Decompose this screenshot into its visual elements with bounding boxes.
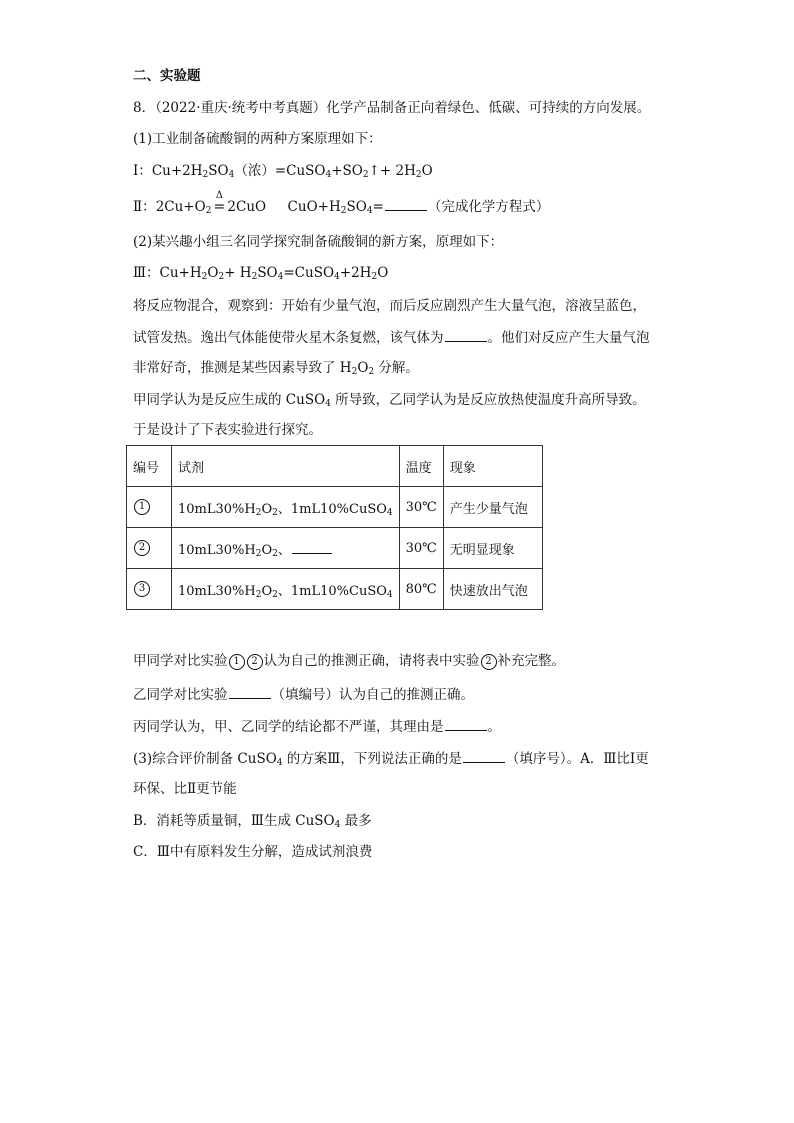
phenomenon-cell: 产生少量气泡 (443, 487, 542, 528)
hypothesis-text: 甲同学认为是反应生成的 (133, 392, 282, 408)
jia-comparison-line (133, 651, 565, 671)
header-cell-temperature: 温度 (399, 446, 443, 487)
answer-blank-equation[interactable] (385, 196, 427, 211)
circled-number: 1 (134, 499, 150, 515)
reason-text: 。 (487, 719, 501, 735)
hypothesis-text: 所导致，乙同学认为是反应放热使温度升高所导致。 (335, 392, 646, 408)
option-b: B．消耗等质量铜，Ⅲ生成 CuSO$_4$ 最多 (133, 813, 372, 830)
circled-number: 2 (134, 540, 150, 556)
yi-comparison-line (133, 684, 474, 705)
temperature-cell: 80℃ (399, 569, 443, 610)
equation-scheme-3: Ⅲ：$Cu+H_2O_2+$ $H_2SO_4=CuSO_4+2H_2O$ (133, 265, 389, 282)
bing-reason-line (133, 716, 501, 737)
part3-text: （填序号）。A．Ⅲ比Ⅰ更 (505, 751, 649, 767)
comparison-text: （填编号）认为自己的推测正确。 (271, 687, 474, 703)
table-row (127, 569, 543, 610)
header-cell-reagent: 试剂 (172, 446, 400, 487)
answer-blank-experiment-number[interactable] (229, 684, 271, 699)
question-8-stem (133, 98, 650, 118)
circled-number: 2 (481, 654, 497, 670)
scheme-2-instruction: （完成化学方程式） (427, 199, 550, 215)
question-stem-text: 化学产品制备正向着绿色、低碳、可持续的方向发展。 (326, 100, 651, 116)
design-line: 于是设计了下表实验进行探究。 (133, 422, 322, 438)
phenomenon-cell: 无明显现象 (443, 528, 542, 569)
section-title: 二、实验题 (133, 68, 201, 84)
header-cell-number: 编号 (127, 446, 172, 487)
reagent-cell: $10mL30\%H_2O_2$、1mL10%CuSO$_4$ (172, 487, 400, 528)
answer-blank-choice[interactable] (463, 748, 505, 763)
observation-text: 分解。 (378, 360, 419, 376)
observation-text: 。他们对反应产生大量气泡 (487, 330, 650, 346)
reason-text: 丙同学认为，甲、乙同学的结论都不严谨，其理由是 (133, 719, 444, 735)
part3-line-1: (3)综合评价制备 CuSO$_4$ 的方案Ⅲ，下列说法正确的是 （填序号）。A．Ⅲ比Ⅰ更 (133, 748, 649, 769)
row-number-cell (127, 528, 172, 569)
temperature-cell: 30℃ (399, 528, 443, 569)
part3-text: (3)综合评价制备 (133, 751, 234, 767)
answer-blank-reason[interactable] (445, 716, 487, 731)
part3-line-2: 环保、比Ⅱ更节能 (133, 781, 237, 797)
option-c: C．Ⅲ中有原料发生分解，造成试剂浪费 (133, 844, 373, 860)
table-header-row (127, 446, 543, 487)
heat-equals-sign: Δ = (213, 190, 226, 215)
circled-number: 2 (247, 654, 263, 670)
part2-intro: (2)某兴趣小组三名同学探究制备硫酸铜的新方案，原理如下： (133, 234, 504, 250)
reagent-cell: $10mL30\%H_2O_2$、 (172, 528, 400, 569)
row-number-cell (127, 487, 172, 528)
comparison-text: 补充完整。 (497, 653, 565, 669)
equation-scheme-2: Ⅱ：$2Cu+O_2$ Δ = 2CuO $CuO+H_2SO_4=$ （完成化学方程式） (133, 190, 550, 216)
circled-number: 3 (134, 581, 150, 597)
question-source: （2022·重庆·统考中考真题） (155, 100, 327, 116)
circled-number: 1 (229, 654, 245, 670)
observation-line-3: 非常好奇，推测是某些因素导致了 $H_2O_2$ 分解。 (133, 360, 419, 377)
equation-scheme-1: Ⅰ：$Cu+2H_2SO_4$（浓）$=CuSO_4+SO_2↑+ 2H_2O$ (133, 163, 433, 180)
part3-text: 的方案Ⅲ，下列说法正确的是 (286, 751, 462, 767)
question-number: 8． (133, 100, 156, 116)
observation-line-2 (133, 327, 650, 348)
table-row (127, 528, 543, 569)
part1-intro: (1)工业制备硫酸铜的两种方案原理如下： (133, 131, 382, 147)
answer-blank-reagent[interactable] (292, 539, 332, 554)
experiment-table (126, 445, 543, 610)
observation-text: 试管发热。逸出气体能使带火星木条复燃，该气体为 (133, 330, 444, 346)
comparison-text: 认为自己的推测正确，请将表中实验 (263, 653, 480, 669)
scheme-2-label: Ⅱ： (133, 199, 156, 215)
observation-line-1: 将反应物混合，观察到：开始有少量气泡，而后反应剧烈产生大量气泡，溶液呈蓝色， (133, 298, 646, 314)
reagent-cell: $10mL30\%H_2O_2$、1mL10%CuSO$_4$ (172, 569, 400, 610)
scheme-3-label: Ⅲ： (133, 265, 160, 281)
comparison-text: 乙同学对比实验 (133, 687, 228, 703)
option-b-text: B．消耗等质量铜，Ⅲ生成 (133, 813, 291, 829)
row-number-cell (127, 569, 172, 610)
table-row (127, 487, 543, 528)
comparison-text: 甲同学对比实验 (133, 653, 228, 669)
option-b-text: 最多 (344, 813, 372, 829)
phenomenon-cell: 快速放出气泡 (443, 569, 542, 610)
jia-hypothesis-line: 甲同学认为是反应生成的 CuSO$_4$ 所导致，乙同学认为是反应放热使温度升高所导致。 (133, 392, 646, 409)
header-cell-phenomenon: 现象 (443, 446, 542, 487)
observation-text: 非常好奇，推测是某些因素导致了 (133, 360, 336, 376)
temperature-cell: 30℃ (399, 487, 443, 528)
answer-blank-gas[interactable] (445, 327, 487, 342)
scheme-1-label: Ⅰ： (133, 163, 152, 179)
